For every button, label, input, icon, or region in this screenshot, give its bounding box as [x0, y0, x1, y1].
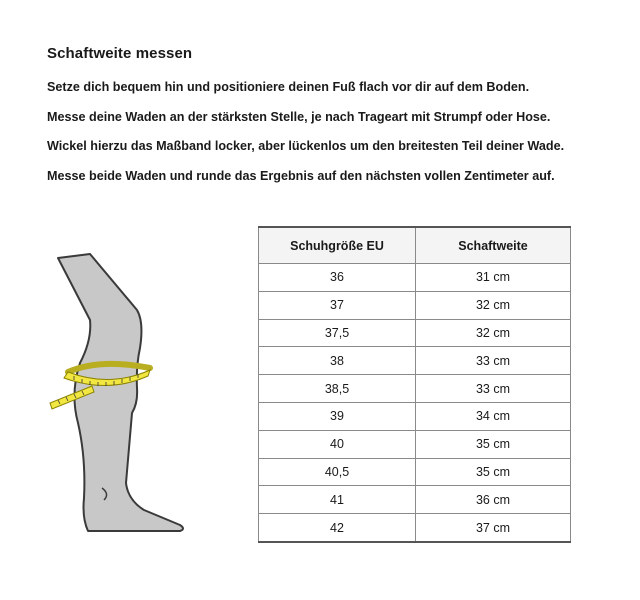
table-row: [259, 486, 571, 514]
cell-shaft-width: 34 cm: [416, 402, 571, 430]
cell-shaft-width: 33 cm: [416, 347, 571, 375]
table-row: [259, 264, 571, 292]
instruction-list: [47, 79, 627, 197]
table-row: [259, 347, 571, 375]
cell-shaft-width: 32 cm: [416, 291, 571, 319]
cell-shoe-size: 39: [259, 402, 416, 430]
cell-shoe-size: 40,5: [259, 458, 416, 486]
column-header-shoe-size: Schuhgröße EU: [259, 227, 416, 264]
size-table: [258, 226, 571, 543]
column-header-shaft-width: Schaftweite: [416, 227, 571, 264]
instruction-item: Messe deine Waden an der stärksten Stelle, je nach Trageart mit Strumpf oder Hose.: [47, 109, 551, 124]
cell-shoe-size: 40: [259, 430, 416, 458]
cell-shoe-size: 41: [259, 486, 416, 514]
table-row: [259, 402, 571, 430]
cell-shaft-width: 36 cm: [416, 486, 571, 514]
cell-shoe-size: 42: [259, 514, 416, 542]
page-title: Schaftweite messen: [47, 45, 193, 62]
cell-shaft-width: 31 cm: [416, 264, 571, 292]
cell-shoe-size: 38: [259, 347, 416, 375]
cell-shaft-width: 35 cm: [416, 430, 571, 458]
instruction-item: Wickel hierzu das Maßband locker, aber lückenlos um den breitesten Teil deiner Wade.: [47, 139, 565, 153]
table-row: [259, 319, 571, 347]
cell-shoe-size: 38,5: [259, 375, 416, 403]
table-row: [259, 375, 571, 403]
cell-shaft-width: 37 cm: [416, 514, 571, 542]
cell-shoe-size: 37,5: [259, 319, 416, 347]
cell-shoe-size: 36: [259, 264, 416, 292]
cell-shaft-width: 35 cm: [416, 458, 571, 486]
table-row: [259, 458, 571, 486]
table-header-row: [259, 227, 571, 264]
table-row: [259, 430, 571, 458]
instruction-item: Messe beide Waden und runde das Ergebnis auf den nächsten vollen Zentimeter auf.: [47, 168, 555, 183]
cell-shoe-size: 37: [259, 291, 416, 319]
table-row: [259, 291, 571, 319]
cell-shaft-width: 33 cm: [416, 375, 571, 403]
cell-shaft-width: 32 cm: [416, 319, 571, 347]
table-row: [259, 514, 571, 542]
leg-measuring-tape-icon: [40, 248, 230, 538]
instruction-item: Setze dich bequem hin und positioniere deinen Fuß flach vor dir auf dem Boden.: [47, 80, 530, 94]
